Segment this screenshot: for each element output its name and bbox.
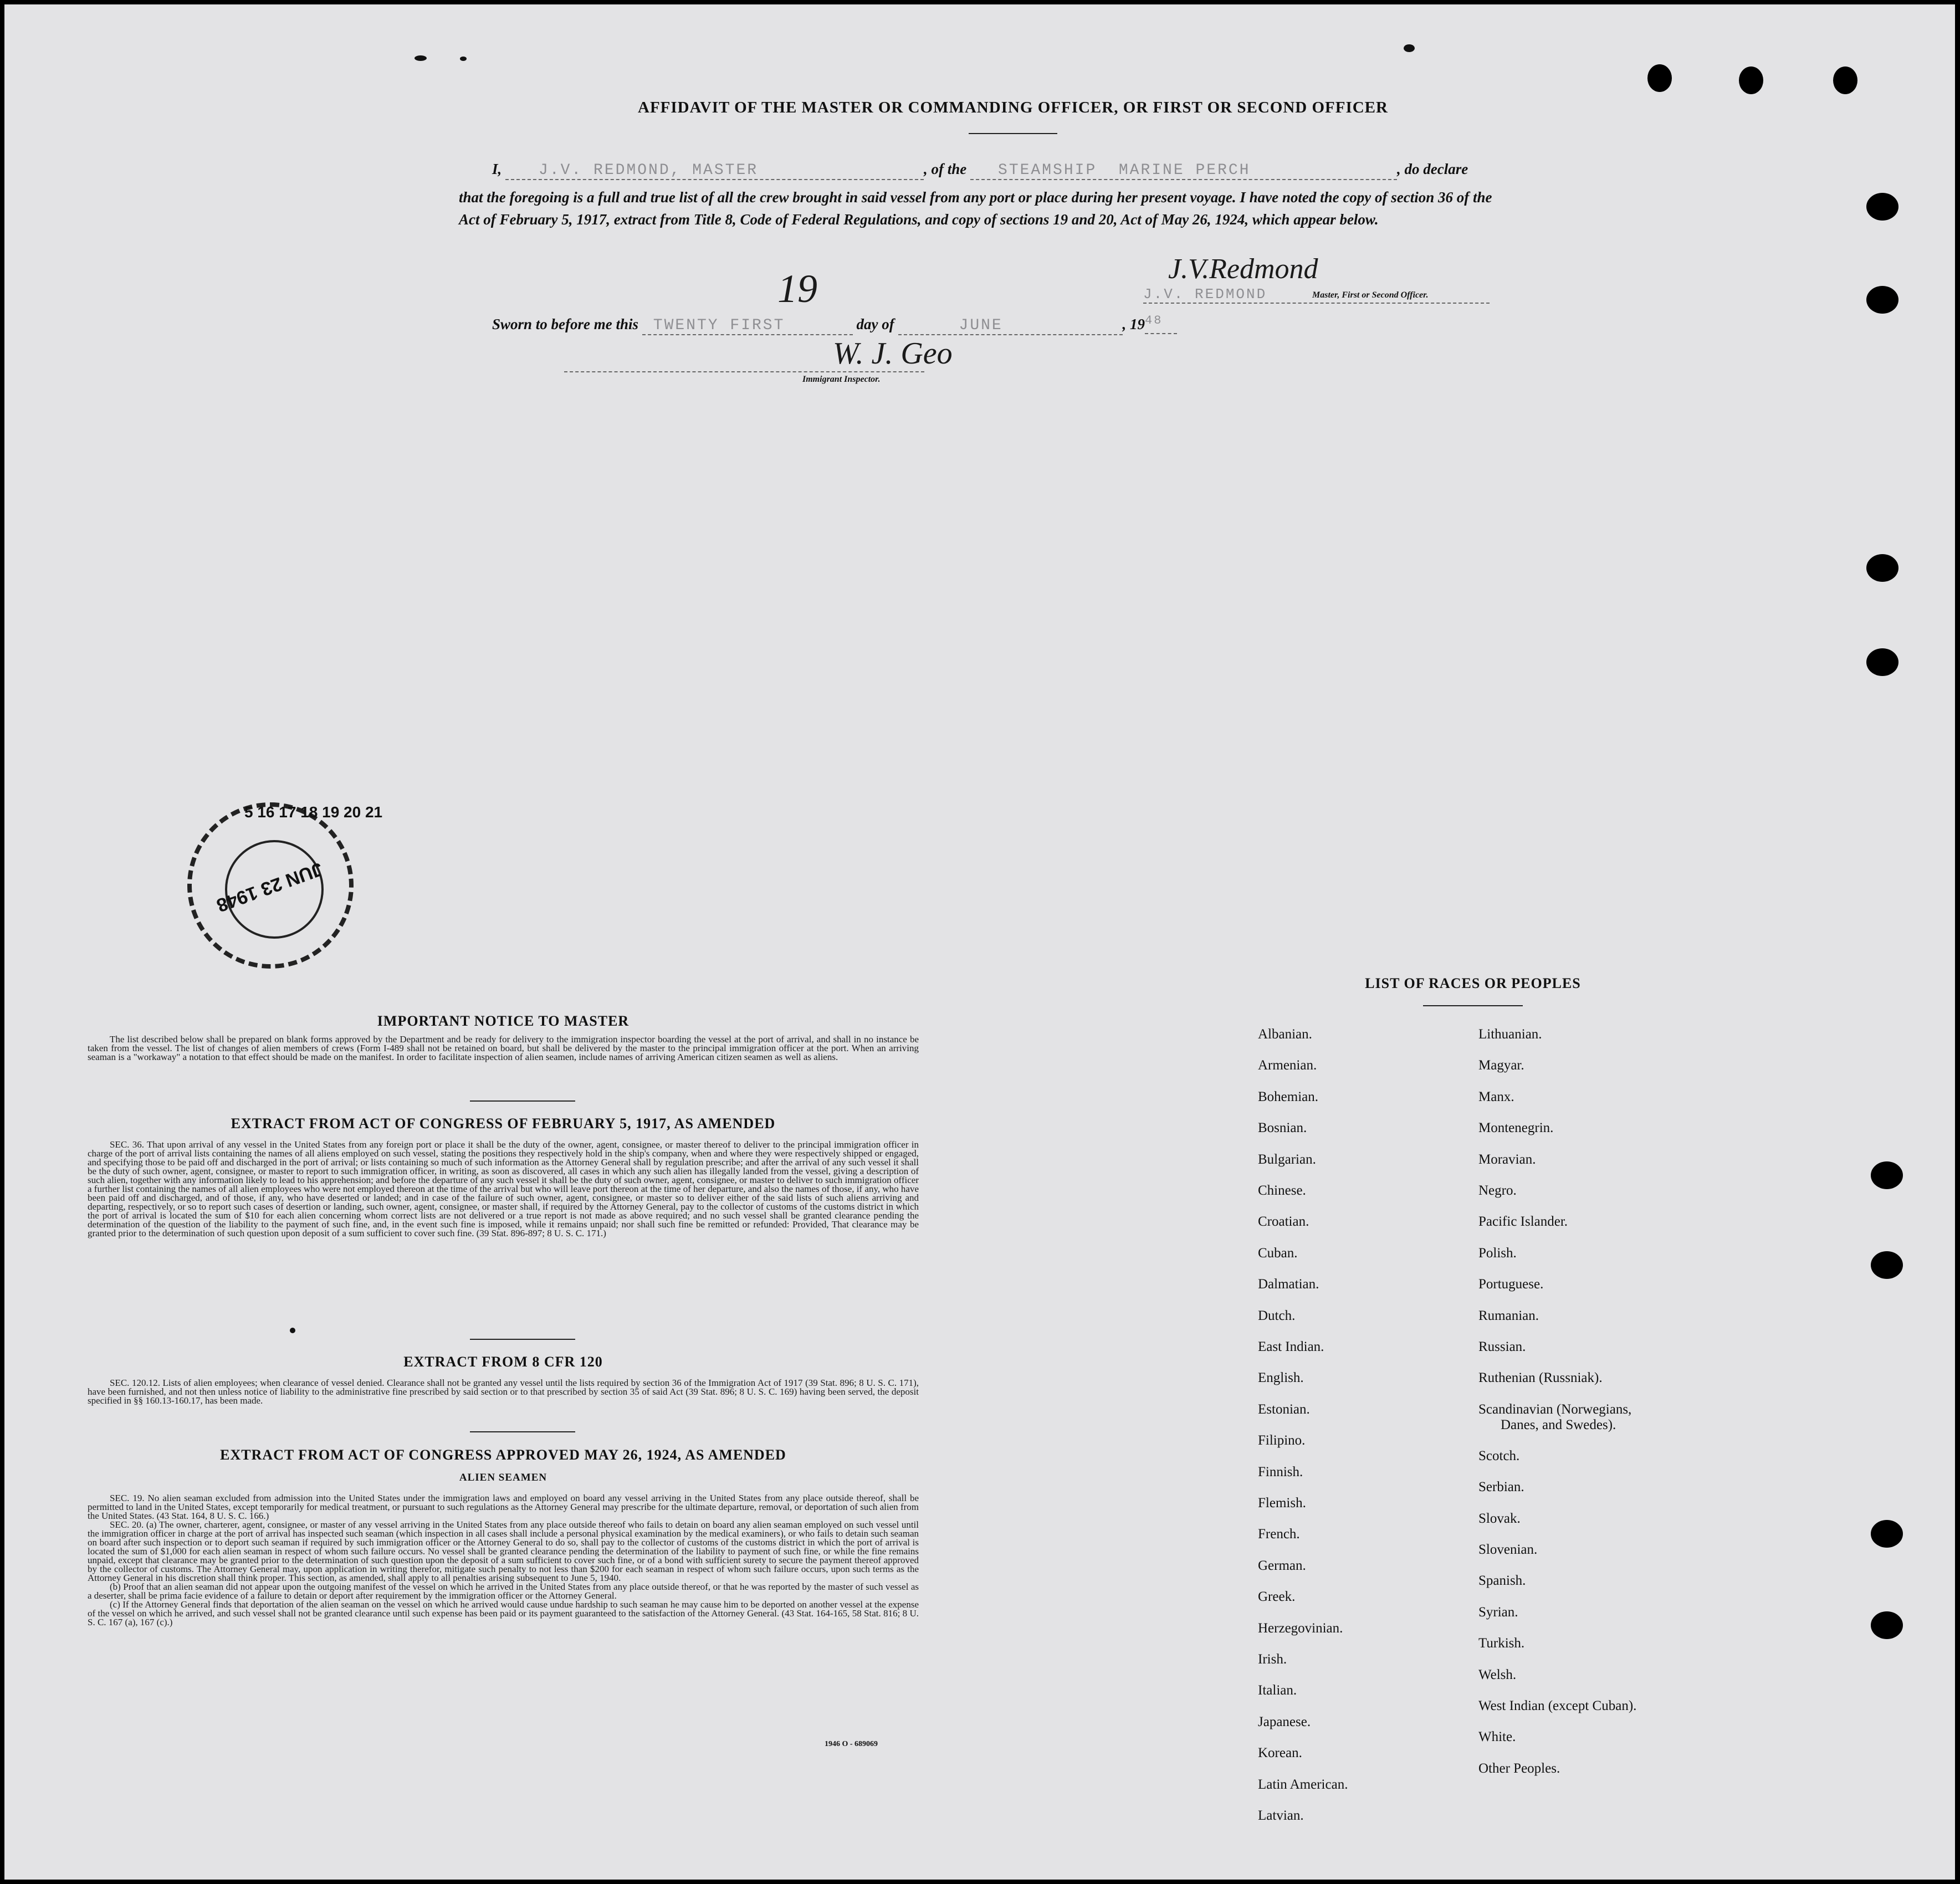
race-item: Portuguese. [1478, 1277, 1544, 1292]
declaration-line [492, 161, 1468, 180]
extract3-sec20a: SEC. 20. (a) The owner, charterer, agent, consignee, or master of any vessel arriving in the United States from any place outside thereof who fails to detain on board any alien seaman employed on such vessel until the immigration officer in charge at the port of arrival has inspected such seaman (which inspection in all cases shall include a personal physical examination by the medical examiners), or who fails to detain such seaman on board after such inspection or to deport such seaman if required by such immigration officer or the Attorney General to do so, shall pay to the collector of customs of the customs district in which the port of arrival is located the sum of $1,000 for each alien seaman in respect of whom such failure occurs. No vessel shall be granted clearance pending the determination of the liability to payment of such fine, or while the fine remains unpaid, except that clearance may be granted prior to the determination of such question upon the deposit of a sum sufficient to cover such fine, or of a bond with sufficient surety to secure the payment thereof approved by the collector of customs. The Attorney General may, upon application in writing therefor, mitigate such penalty to not less than $200 for each seaman in respect of whom such failure occurs, upon such terms as the Attorney General in his discretion shall think proper. This section, as amended, shall apply to all penalties arising subsequent to June 5, 1940. [88, 1519, 919, 1583]
race-item: Welsh. [1478, 1667, 1517, 1682]
race-item: Japanese. [1258, 1714, 1311, 1729]
notice-body [88, 1035, 919, 1062]
divider [470, 1339, 575, 1340]
notice-title: IMPORTANT NOTICE TO MASTER [377, 1013, 630, 1029]
divider [969, 133, 1057, 134]
master-name-field [505, 161, 924, 180]
extract3-subtitle: ALIEN SEAMEN [459, 1472, 547, 1483]
master-name: J.V. REDMOND, MASTER [539, 162, 759, 179]
master-signature: J.V.Redmond [1168, 253, 1318, 285]
race-item: Polish. [1478, 1245, 1517, 1261]
extract2-title: EXTRACT FROM 8 CFR 120 [403, 1354, 603, 1370]
of-the-label: , of the [924, 161, 967, 177]
inspector-label: Immigrant Inspector. [802, 375, 881, 384]
race-item: Greek. [1258, 1589, 1296, 1605]
race-item: Rumanian. [1478, 1308, 1539, 1323]
race-item: Italian. [1258, 1683, 1297, 1698]
inspector-signature: W. J. Geo [833, 336, 953, 371]
race-item: Russian. [1478, 1339, 1526, 1354]
extract1-sec36: SEC. 36. That upon arrival of any vessel in the United States from any foreign port or place it shall be the duty of the owner, agent, consignee, or master thereof to deliver to the principal immigration officer in charge of the port of arrival lists containing the names of all aliens employed on such vessel, stating the positions they respectively hold in the ship's company, when and where they were respectively shipped or engaged, and specifying those to be paid off and discharged in the port of arrival; or lists containing so much of such information as the Attorney General shall by regulation prescribe; and after the arrival of any such vessel it shall be the duty of such owner, agent, consignee, or master to report to such immigration officer, in writing, as soon as discovered, all cases in which any such alien has illegally landed from the vessel, giving a description of such alien, together with any information likely to lead to his apprehension; and before the departure of any such vessel it shall be the duty of such owner, agent, consignee, or master to deliver to such immigration officer a further list containing the names of all alien employees who were not employed thereon at the time of the arrival but who will leave port thereon at the time of her departure, and also the names of those, if any, who have been paid off and discharged, and of those, if any, who have deserted or landed; and in case of the failure of such owner, agent, consignee, or master so to deliver either of the said lists of such aliens arriving and departing, respectively, or so to report such cases of desertion or landing, such owner, agent, consignee, or master shall, if required by the Attorney General, pay to the collector of customs of the customs district in which the port of arrival is located the sum of $10 for each alien concerning whom correct lists are not delivered or a true report is not made as above required; and no such vessel shall be granted clearance pending the determination of the question of the liability to the payment of such fine, and, in the event such fine is imposed, while it remains unpaid; nor shall such fine be remitted or refunded: Provided, That clearance may be granted prior to the determination of such question upon deposit of a sum sufficient to cover such fine. (39 Stat. 896-897; 8 U. S. C. 171.) [88, 1139, 919, 1238]
sworn-line [492, 314, 1177, 335]
race-item: Bulgarian. [1258, 1151, 1316, 1167]
divider [470, 1100, 575, 1102]
extract2-body [88, 1379, 919, 1405]
sworn-day-field [642, 316, 853, 335]
race-item: Bosnian. [1258, 1120, 1307, 1136]
sworn-month-field [898, 316, 1123, 335]
race-item: Bohemian. [1258, 1089, 1319, 1104]
race-item: Negro. [1478, 1183, 1517, 1198]
ink-speck [290, 1328, 295, 1333]
punch-hole [1866, 193, 1898, 221]
race-item: German. [1258, 1558, 1306, 1573]
race-item: Dalmatian. [1258, 1277, 1319, 1292]
stamp-ring-text: 5 16 17 18 19 20 21 [244, 803, 383, 821]
sworn-month: JUNE [959, 317, 1003, 334]
race-item: Spanish. [1478, 1573, 1526, 1589]
inspection-stamp [187, 802, 383, 969]
divider [1423, 1005, 1523, 1006]
punch-hole [1871, 1520, 1903, 1548]
vessel-name: STEAMSHIP MARINE PERCH [998, 162, 1251, 179]
print-code: 1946 O - 689069 [825, 1740, 878, 1748]
signer-role-label: Master, First or Second Officer. [1312, 290, 1429, 300]
punch-hole [1871, 1251, 1903, 1279]
race-item: Latin American. [1258, 1777, 1348, 1792]
race-item: Estonian. [1258, 1401, 1310, 1417]
year-prefix: , 19 [1122, 316, 1145, 332]
punch-hole [1739, 66, 1763, 94]
day-of-label: day of [856, 316, 894, 332]
race-item: Herzegovinian. [1258, 1620, 1343, 1636]
race-item: Montenegrin. [1478, 1120, 1554, 1136]
punch-hole [1871, 1161, 1903, 1189]
race-item: Danes, and Swedes). [1501, 1417, 1616, 1432]
ink-speck [414, 55, 427, 61]
races-title: LIST OF RACES OR PEOPLES [1365, 975, 1581, 991]
race-item: English. [1258, 1370, 1304, 1386]
divider [470, 1431, 575, 1432]
race-item: Irish. [1258, 1652, 1287, 1667]
race-item: Chinese. [1258, 1183, 1306, 1198]
punch-hole [1866, 554, 1898, 582]
signer-typed-name: J.V. REDMOND [1143, 286, 1267, 303]
race-item: Scotch. [1478, 1448, 1520, 1463]
extract2-sec120: SEC. 120.12. Lists of alien employees; when clearance of vessel denied. Clearance shall not be granted any vessel until the lists required by section 36 of the Immigration Act of 1917 (39 Stat. 896; 8 U. S. C. 171), have been furnished, and not then unless notice of liability to the administrative fine prescribed by said section or to that prescribed by section 35 of said Act (39 Stat. 896; 8 U. S. C. 169) having been served, the deposit specified in §§ 160.13-160.17, has been made. [88, 1378, 919, 1406]
inspector-line [564, 371, 924, 372]
ink-speck [460, 57, 467, 61]
race-item: Scandinavian (Norwegians, [1478, 1401, 1632, 1417]
extract1-body [88, 1140, 919, 1238]
affidavit-title: AFFIDAVIT OF THE MASTER OR COMMANDING OFFICER, OR FIRST OR SECOND OFFICER [638, 99, 1388, 116]
punch-hole [1833, 66, 1857, 94]
race-item: Latvian. [1258, 1808, 1304, 1823]
stamp-date: JUN 23 1948 [213, 858, 326, 917]
race-item: Ruthenian (Russniak). [1478, 1370, 1603, 1386]
year-suffix: 48 [1145, 314, 1163, 327]
race-item: Flemish. [1258, 1496, 1306, 1511]
race-item: Pacific Islander. [1478, 1214, 1568, 1230]
punch-hole [1866, 648, 1898, 676]
extract3-sec20b: (b) Proof that an alien seaman did not appear upon the outgoing manifest of the vessel on which he arrived in the United States from any place outside thereof, or that he was reported by the master of such vessel as a deserter, shall be prima facie evidence of a failure to detain or deport after requirement by the immigration officer or the Attorney General. [88, 1581, 919, 1601]
race-item: Korean. [1258, 1745, 1302, 1761]
race-item: Slovak. [1478, 1511, 1521, 1526]
race-item: Turkish. [1478, 1636, 1525, 1651]
race-item: French. [1258, 1527, 1300, 1542]
race-item: Dutch. [1258, 1308, 1296, 1323]
extract3-body [88, 1494, 919, 1627]
sworn-prefix: Sworn to before me this [492, 316, 639, 332]
punch-hole [1871, 1611, 1903, 1639]
year-field [1145, 314, 1177, 334]
extract3-sec19: SEC. 19. No alien seaman excluded from admission into the United States under the immigration laws and employed on board any vessel arriving in the United States from any place outside thereof, shall be permitted to land in the United States, except temporarily for medical treatment, or pursuant to such regulations as the Attorney General may prescribe for the ultimate departure, removal, or deportation of such alien from the United States. (43 Stat. 164, 8 U. S. C. 166.) [88, 1493, 919, 1521]
signature-line [1143, 286, 1490, 304]
ink-speck [1404, 44, 1415, 52]
sworn-day: TWENTY FIRST [653, 317, 785, 334]
race-item: Other Peoples. [1478, 1760, 1560, 1776]
race-item: Manx. [1478, 1089, 1514, 1104]
document-page [4, 4, 1955, 1880]
race-item: White. [1478, 1729, 1516, 1745]
punch-hole [1866, 286, 1898, 314]
race-item: West Indian (except Cuban). [1478, 1698, 1637, 1713]
race-item: Syrian. [1478, 1604, 1518, 1620]
race-item: Serbian. [1478, 1479, 1524, 1495]
race-item: Magyar. [1478, 1058, 1524, 1073]
extract1-title: EXTRACT FROM ACT OF CONGRESS OF FEBRUARY 5, 1917, AS AMENDED [231, 1115, 776, 1132]
race-item: Filipino. [1258, 1433, 1306, 1448]
race-item: Slovenian. [1478, 1542, 1538, 1557]
race-item: Cuban. [1258, 1245, 1298, 1261]
punch-hole [1647, 64, 1672, 92]
race-item: Lithuanian. [1478, 1027, 1542, 1042]
race-item: Armenian. [1258, 1058, 1317, 1073]
extract3-sec20c: (c) If the Attorney General finds that deportation of the alien seaman on the vessel on which he arrived would cause undue hardship to such seaman he may cause him to be deported on another vessel at the expense of the vessel on which he arrived, and such vessel shall not be granted clearance until such expense has been paid or its payment guaranteed to the satisfaction of the Attorney General. (43 Stat. 164-165, 58 Stat. 816; 8 U. S. C. 167 (a), 167 (c).) [88, 1599, 919, 1627]
do-declare-label: , do declare [1397, 161, 1468, 177]
race-item: Finnish. [1258, 1464, 1303, 1479]
race-item: Moravian. [1478, 1151, 1536, 1167]
vessel-field [970, 161, 1397, 180]
notice-paragraph: The list described below shall be prepared on blank forms approved by the Department and be ready for delivery to the immigration inspector boarding the vessel at the port of arrival, and shall in no instance be taken from the vessel. The list of changes of alien members of crews (Form I-489 shall not be retained on board, but shall be delivered by the master to the principal immigration officer at the port. When an arriving seaman is a "workaway" a notation to that effect should be made on the manifest. In order to facilitate inspection of alien seamen, include names of arriving American citizen seamen as well as aliens. [88, 1034, 919, 1062]
race-item: Albanian. [1258, 1027, 1312, 1042]
race-item: East Indian. [1258, 1339, 1324, 1354]
extract3-title: EXTRACT FROM ACT OF CONGRESS APPROVED MAY 26, 1924, AS AMENDED [220, 1447, 786, 1463]
handwritten-day: 19 [777, 267, 817, 311]
declaration-i: I, [492, 161, 502, 177]
race-item: Croatian. [1258, 1214, 1309, 1230]
declaration-paragraph: that the foregoing is a full and true list of all the crew brought in said vessel from any port or place during her present voyage. I have noted the copy of section 36 of the Act of February 5, 1917, extract from Title 8, Code of Federal Regulations, and copy of sections 19 and 20, Act of May 26, 1924, which appear below. [459, 189, 1492, 228]
